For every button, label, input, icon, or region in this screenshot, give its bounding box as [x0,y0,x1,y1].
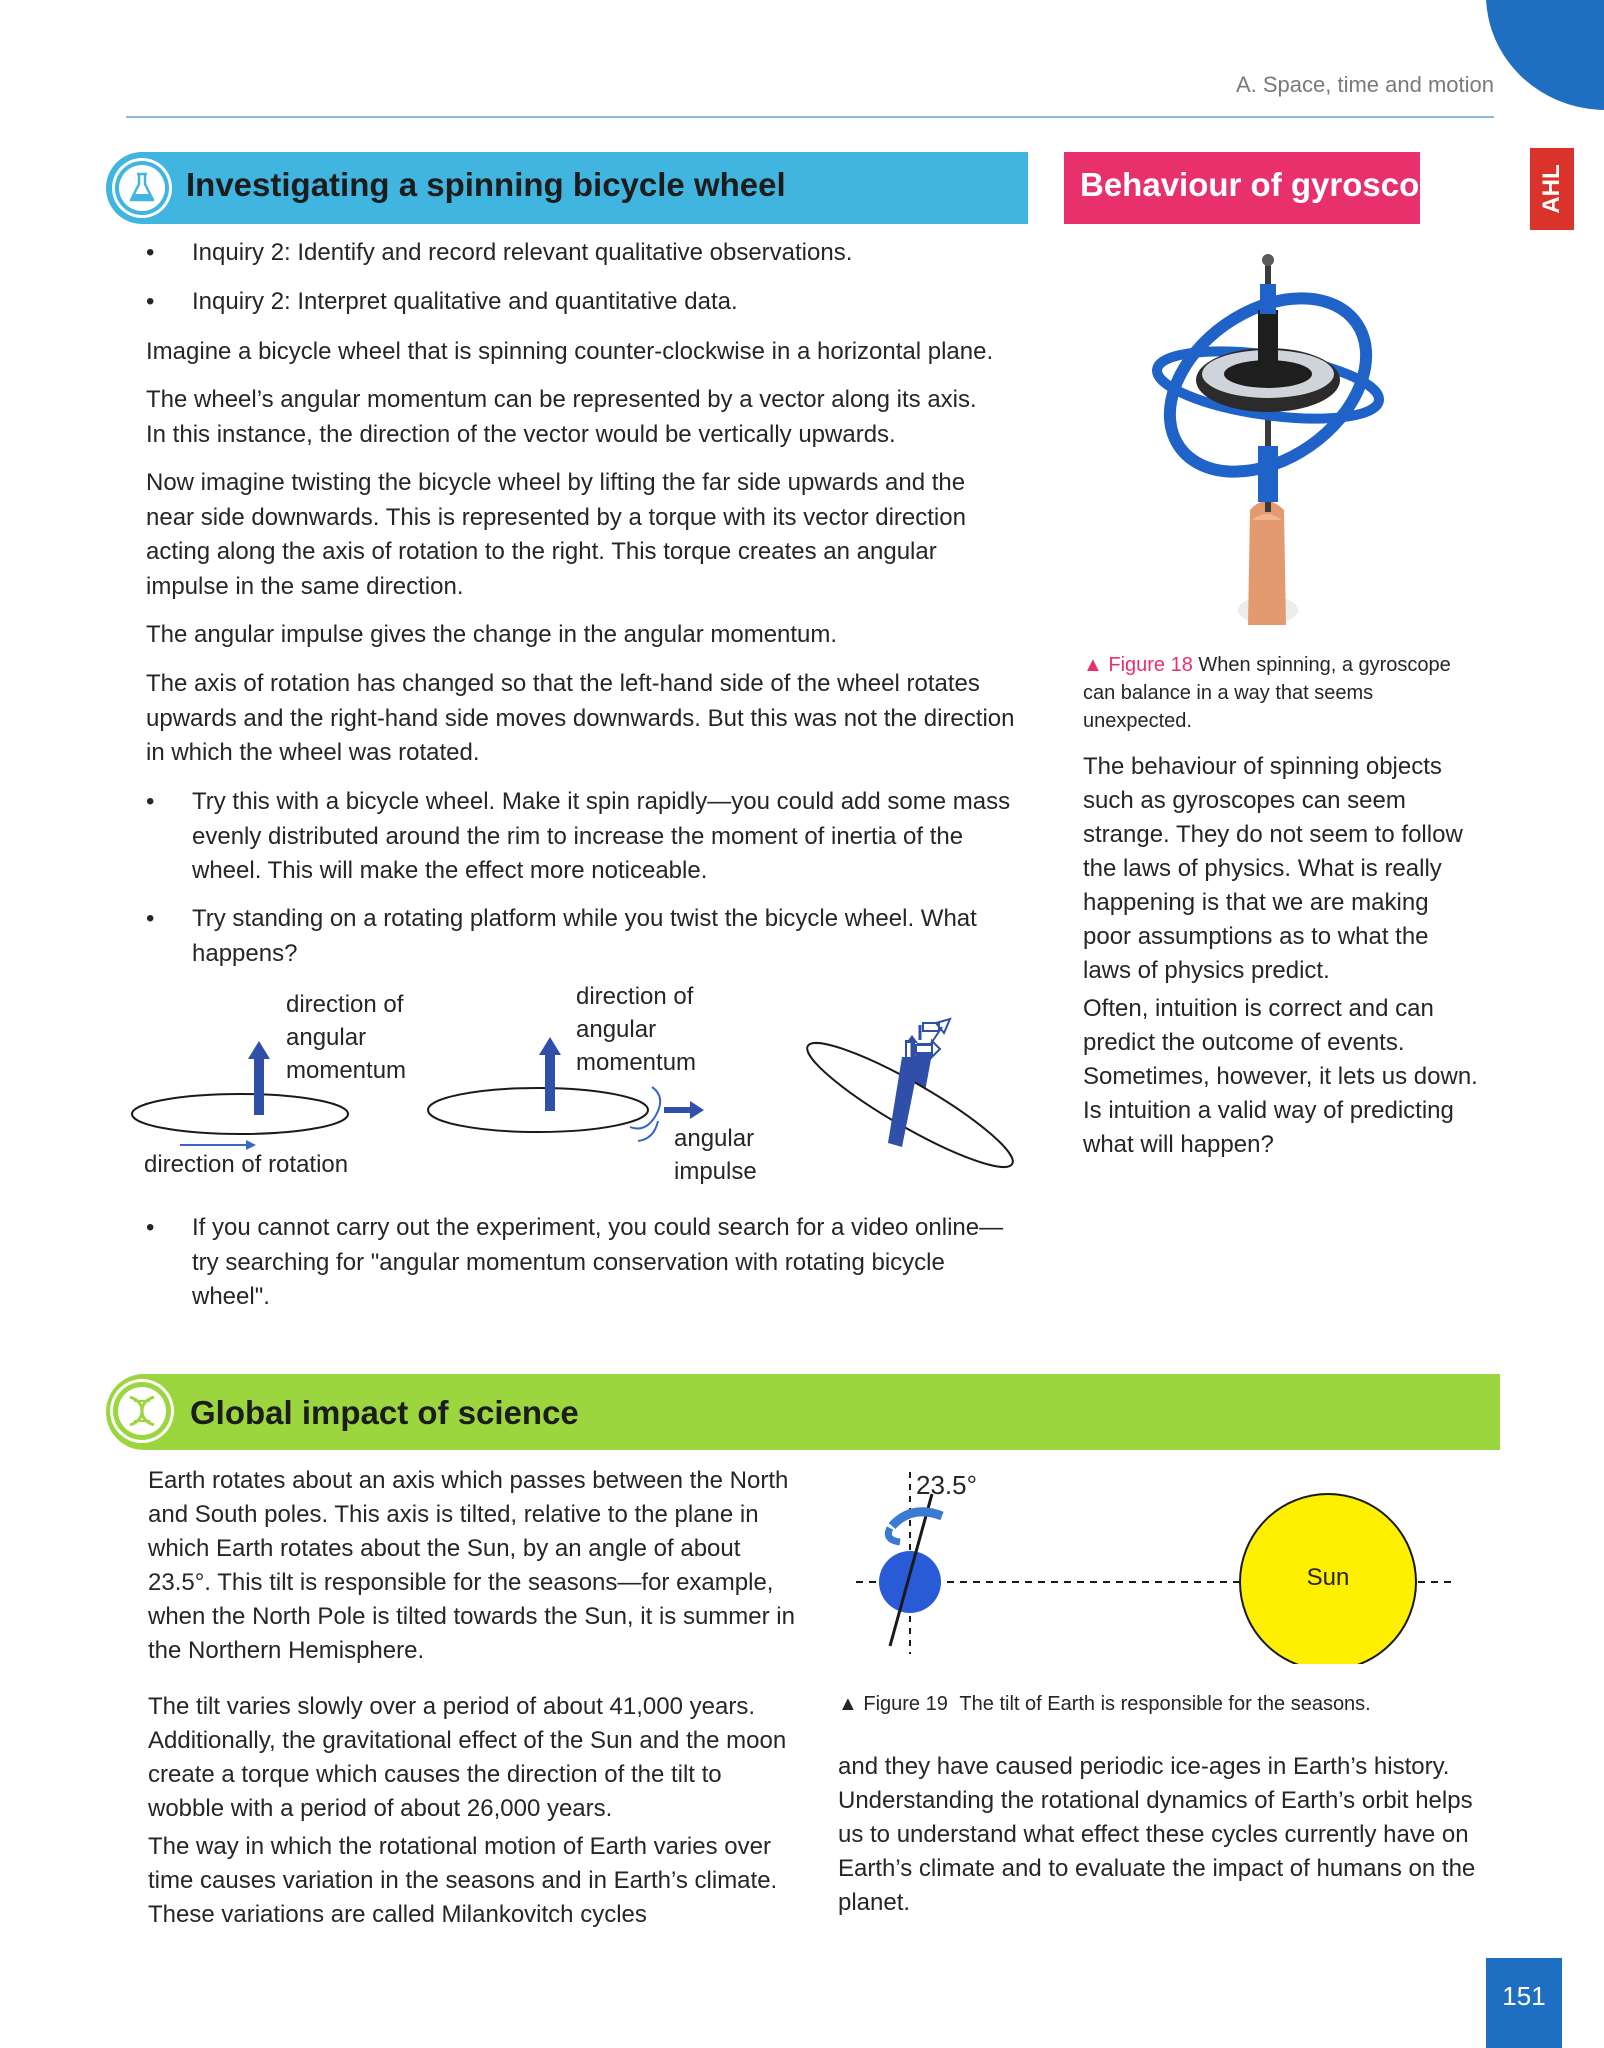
investigation-title: Investigating a spinning bicycle wheel [186,166,786,203]
gyroscope-photo [1140,250,1390,630]
paragraph: The angular impulse gives the change in the angular momentum. [146,621,838,648]
running-head: A. Space, time and motion [1235,72,1494,97]
momentum-label-1: direction of angular momentum [286,991,407,1084]
global-right-column [838,1750,1478,1920]
paragraph: Often, intuition is correct and can predict the outcome of events. Sometimes, however, it lets us down. Is intuition a valid way of predicting what will happen? [1083,995,1478,1158]
side-tab [1530,148,1574,230]
global-left-column [148,1464,802,1932]
figure-18-caption: ▲ Figure 18 When spinning, a gyroscope can balance in a way that seems unexpected. [1083,654,1451,732]
paragraph: The wheel’s angular momentum can be represented by a vector along its axis. In this instance, the direction of the vector would be vertically upwards. [146,386,977,448]
gyroscope-text [1083,750,1483,1162]
sun-label: Sun [1306,1564,1350,1591]
global-title: Global impact of science [190,1394,579,1431]
rotation-label: direction of rotation [144,1151,349,1178]
figure-19-text: The tilt of Earth is responsible for the seasons. [959,1693,1371,1715]
paragraph: The axis of rotation has changed so that the left-hand side of the wheel rotates upwards and the right-hand side moves downwards. But this was not the direction in which the wheel was rotated. [146,670,1015,766]
momentum-label-2: direction of angular momentum [576,983,697,1076]
corner-decoration [1486,0,1604,110]
task-text: Try standing on a rotating platform while you twist the bicycle wheel. What happens? [192,905,977,967]
figure-19-caption: ▲ Figure 19 The tilt of Earth is responsible for the seasons. [838,1693,1371,1715]
paragraph: Now imagine twisting the bicycle wheel by lifting the far side upwards and the near side downwards. This is represented by a torque with its vector direction acting along the axis of rotation to the right. This torque creates an angular impulse in the same direction. [146,469,966,600]
side-tab-label: AHL [1538,164,1565,214]
earth-icon [879,1551,941,1613]
task-text: Try this with a bicycle wheel. Make it spin rapidly—you could add some mass evenly distributed around the rim to increase the moment of inertia of the wheel. This will make the effect more noticeable. [192,788,1011,884]
paragraph: Earth rotates about an axis which passes between the North and South poles. This axis is tilted, relative to the plane in which Earth rotates about the Sun, by an angle of about 23.5°. This tilt is responsible for the seasons—for example, when the North Pole is tilted towards the Sun, it is summer in the Northern Hemisphere. [148,1467,795,1664]
figure-18-label: Figure 18 [1108,654,1193,676]
dna-icon [110,1379,174,1443]
paragraph: Imagine a bicycle wheel that is spinning counter-clockwise in a horizontal plane. [146,338,994,365]
impulse-label: angular impulse [674,1125,757,1185]
figure-18-text: When spinning, a gyroscope can balance in a way that seems unexpected. [1083,654,1451,732]
flask-icon [112,158,172,218]
tilt-angle-label: 23.5° [916,1470,978,1500]
skill-text: Inquiry 2: Identify and record relevant qualitative observations. [192,239,853,266]
header-rule [126,116,1494,118]
paragraph: The way in which the rotational motion of Earth varies over time causes variation in the seasons and in Earth’s climate. These variations are called Milankovitch cycles [148,1833,778,1928]
paragraph: The behaviour of spinning objects such as gyroscopes can seem strange. They do not seem to follow the laws of physics. What is really happening is that we are making poor assumptions as to what the laws of physics predict. [1083,753,1463,984]
task-text: If you cannot carry out the experiment, you could search for a video online—try searching for "angular momentum conservation with rotating bicycle wheel". [192,1214,1004,1310]
skill-text: Inquiry 2: Interpret qualitative and quantitative data. [192,288,738,315]
gyroscope-title: Behaviour of gyroscopes [1080,166,1477,203]
paragraph: The tilt varies slowly over a period of about 41,000 years. Additionally, the gravitational effect of the Sun and the moon create a torque which causes the direction of the tilt to wobble with a period of about 26,000 years. [148,1693,787,1822]
figure-19-label: Figure 19 [863,1693,948,1715]
page-number: 151 [1486,1958,1562,2048]
paragraph: and they have caused periodic ice-ages in Earth’s history. Understanding the rotational dynamics of Earth’s orbit helps us to understand what effect these cycles currently have on Earth’s climate and to evaluate the impact of humans on the planet. [838,1753,1476,1916]
tilted-wheel-rim [790,1035,1030,1175]
